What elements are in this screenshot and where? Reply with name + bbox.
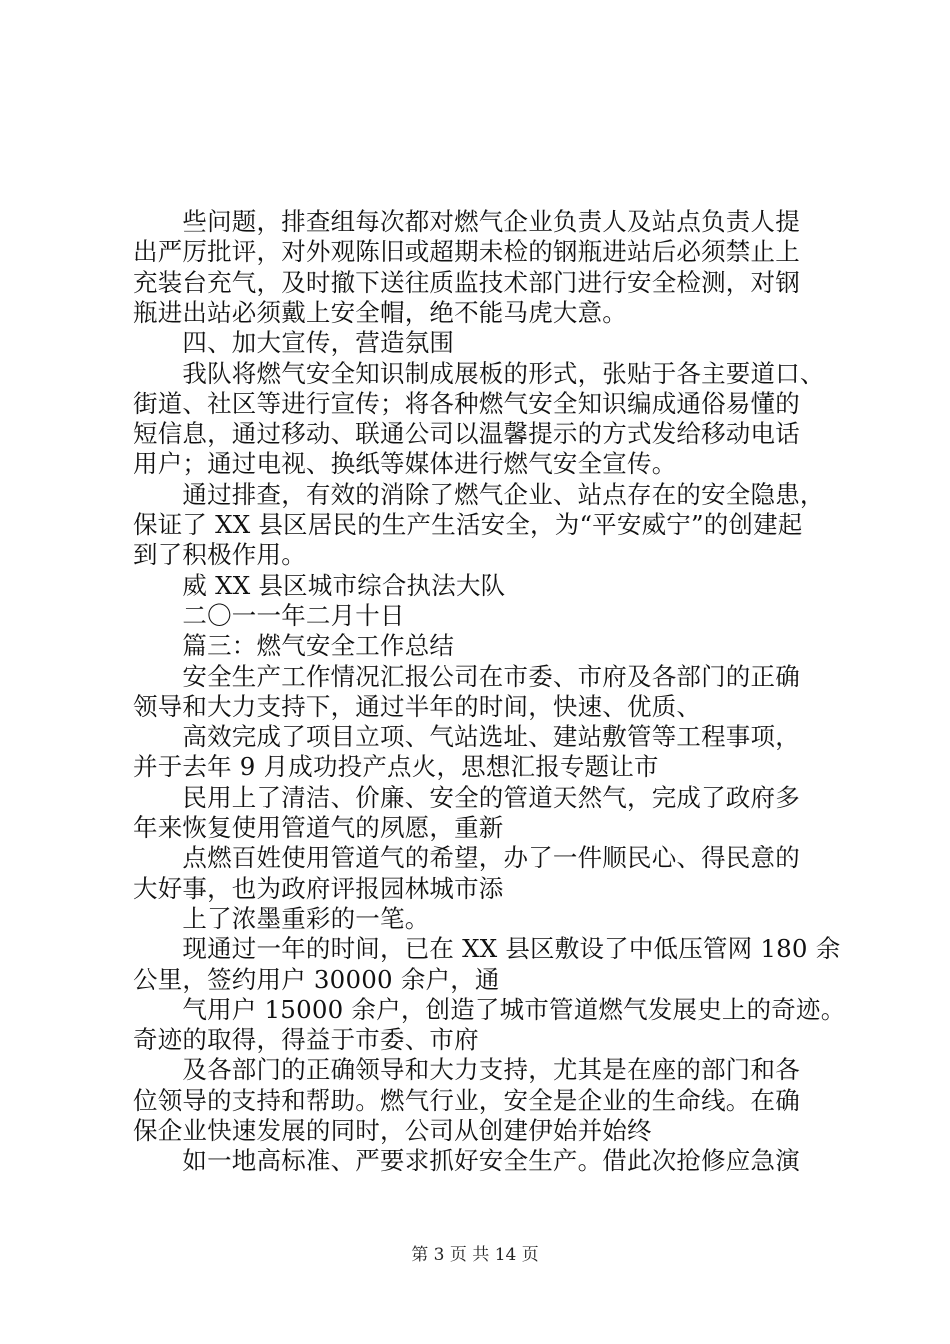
- text-line: 现通过一年的时间，已在 XX 县区敷设了中低压管网 180 余: [133, 934, 841, 964]
- text-line: 民用上了清洁、价廉、安全的管道天然气，完成了政府多: [133, 782, 800, 812]
- text-line: 及各部门的正确领导和大力支持，尤其是在座的部门和各: [133, 1055, 800, 1085]
- text-line: 大好事，也为政府评报园林城市添: [133, 873, 504, 903]
- text-line: 用户；通过电视、换纸等媒体进行燃气安全宣传。: [133, 449, 677, 479]
- text-line: 出严厉批评，对外观陈旧或超期未检的钢瓶进站后必须禁止上: [133, 237, 800, 267]
- text-line: 我队将燃气安全知识制成展板的形式，张贴于各主要道口、: [133, 358, 825, 388]
- text-line: 并于去年 9 月成功投产点火，思想汇报专题让市: [133, 752, 659, 782]
- text-line: 保证了 XX 县区居民的生产生活安全，为“平安威宁”的创建起: [133, 510, 803, 539]
- text-line: 保企业快速发展的同时，公司从创建伊始并始终: [133, 1116, 652, 1145]
- text-line: 位领导的支持和帮助。燃气行业，安全是企业的生命线。在确: [133, 1085, 800, 1115]
- text-line: 公里，签约用户 30000 余户，通: [133, 964, 500, 994]
- text-line: 如一地高标准、严要求抓好安全生产。借此次抢修应急演: [133, 1146, 800, 1176]
- text-line: 四、加大宣传，营造氛围: [133, 328, 455, 358]
- text-line: 通过排查，有效的消除了燃气企业、站点存在的安全隐患，: [133, 479, 825, 509]
- text-line: 瓶进出站必须戴上安全帽，绝不能马虎大意。: [133, 297, 627, 327]
- page-footer: 第 3 页 共 14 页: [411, 1245, 539, 1265]
- text-line: 高效完成了项目立项、气站选址、建站敷管等工程事项，: [133, 722, 800, 752]
- text-line: 气用户 15000 余户，创造了城市管道燃气发展史上的奇迹。: [133, 994, 846, 1024]
- text-line: 上了浓墨重彩的一笔。: [133, 903, 430, 933]
- text-line: 奇迹的取得，得益于市委、市府: [133, 1025, 479, 1055]
- text-line: 充装台充气，及时撤下送往质监技术部门进行安全检测，对钢: [133, 267, 800, 297]
- text-line: 短信息，通过移动、联通公司以温馨提示的方式发给移动电话: [133, 419, 800, 449]
- text-line: 二〇一一年二月十日: [133, 600, 405, 630]
- text-line: 到了积极作用。: [133, 540, 306, 570]
- text-line: 领导和大力支持下，通过半年的时间，快速、优质、: [133, 691, 702, 721]
- text-line: 篇三：燃气安全工作总结: [133, 631, 455, 661]
- text-line: 威 XX 县区城市综合执法大队: [133, 570, 506, 600]
- text-line: 安全生产工作情况汇报公司在市委、市府及各部门的正确: [133, 661, 800, 691]
- text-line: 些问题，排查组每次都对燃气企业负责人及站点负责人提: [133, 207, 800, 236]
- text-line: 点燃百姓使用管道气的希望，办了一件顺民心、得民意的: [133, 843, 800, 873]
- text-line: 街道、社区等进行宣传；将各种燃气安全知识编成通俗易懂的: [133, 388, 800, 418]
- text-line: 年来恢复使用管道气的夙愿，重新: [133, 813, 504, 842]
